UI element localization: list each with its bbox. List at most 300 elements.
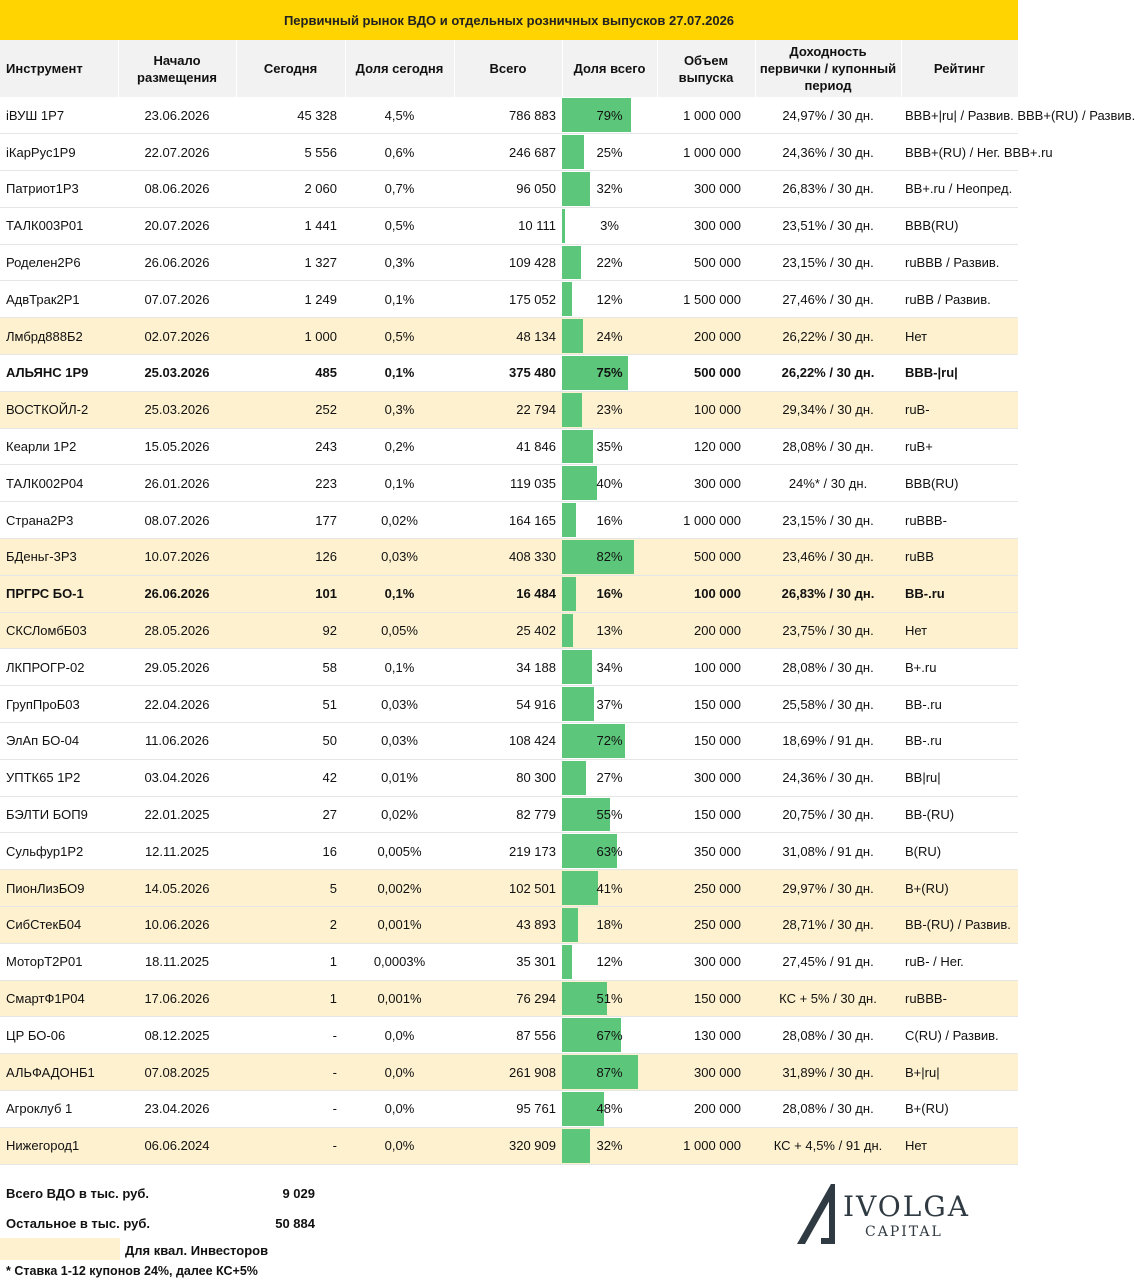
cell-instrument: Страна2Р3	[0, 502, 118, 539]
cell-start-date: 29.05.2026	[118, 649, 236, 686]
cell-total: 102 501	[454, 870, 562, 907]
cell-total: 95 761	[454, 1091, 562, 1128]
cell-share-today: 0,5%	[345, 318, 454, 355]
share-bar	[562, 135, 584, 169]
cell-rating: ruB-	[901, 391, 1018, 428]
cell-total: 261 908	[454, 1054, 562, 1091]
cell-yield: 18,69% / 91 дн.	[755, 723, 901, 760]
col-header-volume: Объем выпуска	[657, 40, 755, 97]
share-percent-label: 55%	[596, 807, 623, 823]
cell-start-date: 08.06.2026	[118, 171, 236, 208]
table-row	[0, 428, 1018, 465]
cell-today: 45 328	[236, 97, 345, 134]
cell-rating: B+(RU)	[901, 1091, 1018, 1128]
cell-today: 5	[236, 870, 345, 907]
cell-total: 164 165	[454, 502, 562, 539]
table-row	[0, 686, 1018, 723]
share-percent-label: 32%	[596, 1138, 623, 1154]
cell-volume: 100 000	[657, 575, 755, 612]
cell-yield: 24,36% / 30 дн.	[755, 759, 901, 796]
cell-rating: BB-(RU) / Развив.	[901, 907, 1018, 944]
cell-rating: BBB+|ru| / Развив. BBB+(RU) / Развив.	[901, 97, 1018, 134]
cell-share-total	[562, 575, 657, 612]
cell-share-today: 4,5%	[345, 97, 454, 134]
cell-share-today: 0,02%	[345, 502, 454, 539]
cell-total: 96 050	[454, 171, 562, 208]
cell-rating: B+|ru|	[901, 1054, 1018, 1091]
share-percent-label: 79%	[596, 107, 623, 123]
cell-instrument: Агроклуб 1	[0, 1091, 118, 1128]
cell-today: -	[236, 1127, 345, 1164]
cell-total: 41 846	[454, 428, 562, 465]
cell-volume: 150 000	[657, 686, 755, 723]
cell-share-today: 0,0003%	[345, 943, 454, 980]
cell-share-total	[562, 907, 657, 944]
cell-yield: 24%* / 30 дн.	[755, 465, 901, 502]
cell-start-date: 10.07.2026	[118, 539, 236, 576]
cell-instrument: ТАЛК002Р04	[0, 465, 118, 502]
cell-instrument: iВУШ 1Р7	[0, 97, 118, 134]
share-bar	[562, 172, 590, 206]
cell-instrument: БДеньг-3Р3	[0, 539, 118, 576]
cell-share-total	[562, 97, 657, 134]
cell-instrument: ПРГРС БО-1	[0, 575, 118, 612]
table-row	[0, 244, 1018, 281]
cell-share-today: 0,0%	[345, 1127, 454, 1164]
share-percent-label: 3%	[600, 218, 619, 234]
cell-instrument: Сульфур1Р2	[0, 833, 118, 870]
logo-mark-icon	[795, 1182, 841, 1248]
table-row	[0, 1091, 1018, 1128]
col-header-share-total: Доля всего	[562, 40, 657, 97]
cell-rating: BB-.ru	[901, 723, 1018, 760]
cell-today: 51	[236, 686, 345, 723]
cell-rating: BBB(RU)	[901, 207, 1018, 244]
col-header-instrument: Инструмент	[0, 40, 118, 97]
cell-instrument: МоторТ2Р01	[0, 943, 118, 980]
share-bar	[562, 1129, 590, 1163]
cell-share-total	[562, 502, 657, 539]
cell-total: 16 484	[454, 575, 562, 612]
share-percent-label: 23%	[596, 402, 623, 418]
cell-share-total	[562, 759, 657, 796]
cell-start-date: 22.01.2025	[118, 796, 236, 833]
cell-instrument: АЛЬЯНС 1Р9	[0, 355, 118, 392]
col-header-rating: Рейтинг	[901, 40, 1018, 97]
cell-volume: 150 000	[657, 796, 755, 833]
cell-start-date: 06.06.2024	[118, 1127, 236, 1164]
cell-yield: 28,08% / 30 дн.	[755, 1091, 901, 1128]
logo-wordmark: IVOLGA	[843, 1190, 970, 1223]
cell-start-date: 11.06.2026	[118, 723, 236, 760]
table-row	[0, 465, 1018, 502]
cell-start-date: 17.06.2026	[118, 980, 236, 1017]
cell-today: 42	[236, 759, 345, 796]
ivolga-logo	[795, 1182, 975, 1248]
cell-instrument: БЭЛТИ БОП9	[0, 796, 118, 833]
cell-today: 1 249	[236, 281, 345, 318]
cell-total: 48 134	[454, 318, 562, 355]
cell-share-total	[562, 1091, 657, 1128]
cell-share-today: 0,001%	[345, 980, 454, 1017]
cell-today: 101	[236, 575, 345, 612]
cell-instrument: АдвТрак2Р1	[0, 281, 118, 318]
page-title: Первичный рынок ВДО и отдельных розничных выпусков 27.07.2026	[0, 0, 1018, 40]
cell-volume: 150 000	[657, 723, 755, 760]
cell-today: 58	[236, 649, 345, 686]
cell-total: 786 883	[454, 97, 562, 134]
share-bar	[562, 761, 586, 795]
cell-volume: 1 000 000	[657, 97, 755, 134]
cell-start-date: 12.11.2025	[118, 833, 236, 870]
cell-yield: 23,15% / 30 дн.	[755, 502, 901, 539]
cell-share-today: 0,1%	[345, 575, 454, 612]
cell-share-today: 0,05%	[345, 612, 454, 649]
cell-start-date: 23.06.2026	[118, 97, 236, 134]
table-row	[0, 1054, 1018, 1091]
table-row	[0, 502, 1018, 539]
legend-qual-label: Для квал. Инвесторов	[125, 1243, 269, 1258]
cell-total: 25 402	[454, 612, 562, 649]
cell-share-today: 0,001%	[345, 907, 454, 944]
cell-today: 485	[236, 355, 345, 392]
cell-share-total	[562, 355, 657, 392]
cell-rating: Нет	[901, 1127, 1018, 1164]
cell-rating: ruBB	[901, 539, 1018, 576]
cell-share-total	[562, 391, 657, 428]
cell-share-total	[562, 1054, 657, 1091]
cell-volume: 250 000	[657, 870, 755, 907]
cell-yield: 23,15% / 30 дн.	[755, 244, 901, 281]
cell-volume: 350 000	[657, 833, 755, 870]
cell-share-today: 0,3%	[345, 391, 454, 428]
cell-today: 5 556	[236, 134, 345, 171]
table-row	[0, 723, 1018, 760]
cell-start-date: 26.06.2026	[118, 244, 236, 281]
cell-total: 35 301	[454, 943, 562, 980]
cell-today: 1 327	[236, 244, 345, 281]
cell-instrument: iКарРус1Р9	[0, 134, 118, 171]
cell-share-today: 0,03%	[345, 723, 454, 760]
cell-start-date: 10.06.2026	[118, 907, 236, 944]
share-percent-label: 63%	[596, 843, 623, 859]
cell-rating: BB|ru|	[901, 759, 1018, 796]
col-header-share-today: Доля сегодня	[345, 40, 454, 97]
cell-share-total	[562, 207, 657, 244]
cell-total: 119 035	[454, 465, 562, 502]
cell-total: 246 687	[454, 134, 562, 171]
cell-yield: 26,83% / 30 дн.	[755, 575, 901, 612]
share-percent-label: 12%	[596, 291, 623, 307]
cell-today: -	[236, 1054, 345, 1091]
cell-share-today: 0,0%	[345, 1091, 454, 1128]
cell-share-today: 0,01%	[345, 759, 454, 796]
logo-subtitle: CAPITAL	[865, 1224, 943, 1240]
cell-total: 375 480	[454, 355, 562, 392]
cell-start-date: 08.12.2025	[118, 1017, 236, 1054]
cell-share-today: 0,03%	[345, 686, 454, 723]
cell-start-date: 20.07.2026	[118, 207, 236, 244]
share-percent-label: 35%	[596, 439, 623, 455]
cell-volume: 1 000 000	[657, 1127, 755, 1164]
cell-start-date: 08.07.2026	[118, 502, 236, 539]
share-bar	[562, 282, 572, 316]
cell-start-date: 23.04.2026	[118, 1091, 236, 1128]
cell-today: 1	[236, 943, 345, 980]
cell-instrument: Лмбрд888Б2	[0, 318, 118, 355]
cell-total: 80 300	[454, 759, 562, 796]
cell-total: 43 893	[454, 907, 562, 944]
cell-start-date: 26.06.2026	[118, 575, 236, 612]
cell-instrument: ЦР БО-06	[0, 1017, 118, 1054]
summary-other-label: Остальное в тыс. руб.	[6, 1216, 150, 1231]
cell-yield: 24,36% / 30 дн.	[755, 134, 901, 171]
cell-share-total	[562, 318, 657, 355]
summary-other-value: 50 884	[275, 1216, 315, 1231]
share-percent-label: 16%	[596, 586, 623, 602]
table-row	[0, 97, 1018, 134]
cell-share-total	[562, 244, 657, 281]
cell-share-total	[562, 428, 657, 465]
cell-yield: 23,75% / 30 дн.	[755, 612, 901, 649]
legend-swatch-qual	[0, 1238, 120, 1260]
cell-total: 54 916	[454, 686, 562, 723]
cell-yield: 26,22% / 30 дн.	[755, 318, 901, 355]
cell-yield: КС + 4,5% / 91 дн.	[755, 1127, 901, 1164]
cell-total: 219 173	[454, 833, 562, 870]
cell-start-date: 15.05.2026	[118, 428, 236, 465]
share-percent-label: 25%	[596, 144, 623, 160]
share-bar	[562, 209, 565, 243]
cell-instrument: ЛКПРОГР-02	[0, 649, 118, 686]
cell-yield: 26,22% / 30 дн.	[755, 355, 901, 392]
cell-yield: 24,97% / 30 дн.	[755, 97, 901, 134]
cell-volume: 500 000	[657, 355, 755, 392]
cell-today: 16	[236, 833, 345, 870]
table-row	[0, 281, 1018, 318]
cell-rating: BBB(RU)	[901, 465, 1018, 502]
share-bar	[562, 577, 576, 611]
cell-total: 10 111	[454, 207, 562, 244]
cell-yield: 28,08% / 30 дн.	[755, 649, 901, 686]
cell-instrument: СКСЛомбБ03	[0, 612, 118, 649]
cell-share-today: 0,03%	[345, 539, 454, 576]
cell-share-today: 0,0%	[345, 1017, 454, 1054]
cell-start-date: 07.07.2026	[118, 281, 236, 318]
footnote: * Ставка 1-12 купонов 24%, далее КС+5%	[6, 1264, 258, 1278]
cell-start-date: 03.04.2026	[118, 759, 236, 796]
cell-start-date: 25.03.2026	[118, 391, 236, 428]
share-bar	[562, 430, 593, 464]
share-percent-label: 48%	[596, 1101, 623, 1117]
cell-share-today: 0,1%	[345, 281, 454, 318]
cell-total: 34 188	[454, 649, 562, 686]
cell-share-total	[562, 612, 657, 649]
share-percent-label: 34%	[596, 659, 623, 675]
table-row	[0, 207, 1018, 244]
cell-start-date: 25.03.2026	[118, 355, 236, 392]
cell-rating: BB-.ru	[901, 686, 1018, 723]
cell-volume: 300 000	[657, 759, 755, 796]
cell-start-date: 02.07.2026	[118, 318, 236, 355]
cell-share-total	[562, 281, 657, 318]
table-row	[0, 1127, 1018, 1164]
table-row	[0, 171, 1018, 208]
share-percent-label: 27%	[596, 770, 623, 786]
cell-today: 252	[236, 391, 345, 428]
cell-volume: 150 000	[657, 980, 755, 1017]
cell-instrument: ВОСТКОЙЛ-2	[0, 391, 118, 428]
table-row	[0, 318, 1018, 355]
cell-today: -	[236, 1091, 345, 1128]
share-bar	[562, 614, 573, 648]
cell-yield: 29,34% / 30 дн.	[755, 391, 901, 428]
cell-today: -	[236, 1017, 345, 1054]
share-percent-label: 87%	[596, 1064, 623, 1080]
cell-rating: ruBB / Развив.	[901, 281, 1018, 318]
share-bar	[562, 466, 597, 500]
cell-volume: 300 000	[657, 171, 755, 208]
share-percent-label: 40%	[596, 475, 623, 491]
cell-rating: ruBBB / Развив.	[901, 244, 1018, 281]
share-bar	[562, 908, 578, 942]
cell-instrument: АЛЬФАДОНБ1	[0, 1054, 118, 1091]
cell-total: 22 794	[454, 391, 562, 428]
cell-share-total	[562, 1127, 657, 1164]
cell-rating: BBB-|ru|	[901, 355, 1018, 392]
cell-share-total	[562, 649, 657, 686]
table-row	[0, 575, 1018, 612]
cell-yield: 28,08% / 30 дн.	[755, 428, 901, 465]
cell-volume: 500 000	[657, 539, 755, 576]
col-header-start: Начало размещения	[118, 40, 236, 97]
cell-rating: ruBBB-	[901, 502, 1018, 539]
cell-volume: 300 000	[657, 1054, 755, 1091]
cell-volume: 200 000	[657, 1091, 755, 1128]
cell-share-total	[562, 1017, 657, 1054]
cell-instrument: ГрупПроБ03	[0, 686, 118, 723]
cell-yield: 20,75% / 30 дн.	[755, 796, 901, 833]
cell-share-total	[562, 539, 657, 576]
table-row	[0, 391, 1018, 428]
cell-share-total	[562, 171, 657, 208]
table-row	[0, 833, 1018, 870]
share-bar	[562, 246, 581, 280]
cell-yield: 27,45% / 91 дн.	[755, 943, 901, 980]
cell-instrument: ТАЛК003Р01	[0, 207, 118, 244]
table-row	[0, 355, 1018, 392]
cell-total: 109 428	[454, 244, 562, 281]
cell-total: 320 909	[454, 1127, 562, 1164]
cell-today: 92	[236, 612, 345, 649]
cell-rating: B+.ru	[901, 649, 1018, 686]
share-percent-label: 32%	[596, 181, 623, 197]
cell-share-total	[562, 134, 657, 171]
cell-yield: 29,97% / 30 дн.	[755, 870, 901, 907]
cell-share-total	[562, 980, 657, 1017]
cell-rating: BB-.ru	[901, 575, 1018, 612]
cell-share-total	[562, 686, 657, 723]
summary-vdo-value: 9 029	[282, 1186, 315, 1201]
cell-yield: 28,71% / 30 дн.	[755, 907, 901, 944]
cell-today: 50	[236, 723, 345, 760]
cell-share-total	[562, 723, 657, 760]
share-percent-label: 37%	[596, 696, 623, 712]
cell-volume: 300 000	[657, 207, 755, 244]
cell-today: 126	[236, 539, 345, 576]
cell-start-date: 22.07.2026	[118, 134, 236, 171]
cell-total: 76 294	[454, 980, 562, 1017]
table-row	[0, 980, 1018, 1017]
cell-share-today: 0,2%	[345, 428, 454, 465]
cell-yield: 31,89% / 30 дн.	[755, 1054, 901, 1091]
col-header-today: Сегодня	[236, 40, 345, 97]
share-percent-label: 75%	[596, 365, 623, 381]
share-bar	[562, 871, 598, 905]
cell-yield: 23,51% / 30 дн.	[755, 207, 901, 244]
cell-instrument: ЭлАп БО-04	[0, 723, 118, 760]
issues-table	[0, 40, 1135, 1165]
cell-volume: 120 000	[657, 428, 755, 465]
cell-share-today: 0,1%	[345, 465, 454, 502]
cell-instrument: ПионЛизБО9	[0, 870, 118, 907]
cell-instrument: Патриот1Р3	[0, 171, 118, 208]
cell-volume: 1 500 000	[657, 281, 755, 318]
cell-rating: C(RU) / Развив.	[901, 1017, 1018, 1054]
cell-instrument: УПТК65 1Р2	[0, 759, 118, 796]
share-percent-label: 24%	[596, 328, 623, 344]
cell-volume: 200 000	[657, 318, 755, 355]
cell-volume: 100 000	[657, 391, 755, 428]
cell-start-date: 18.11.2025	[118, 943, 236, 980]
share-percent-label: 22%	[596, 255, 623, 271]
cell-share-total	[562, 796, 657, 833]
share-bar	[562, 503, 576, 537]
cell-yield: 31,08% / 91 дн.	[755, 833, 901, 870]
cell-start-date: 07.08.2025	[118, 1054, 236, 1091]
cell-today: 2 060	[236, 171, 345, 208]
share-bar	[562, 650, 592, 684]
cell-start-date: 14.05.2026	[118, 870, 236, 907]
share-bar	[562, 945, 572, 979]
cell-yield: 28,08% / 30 дн.	[755, 1017, 901, 1054]
cell-share-total	[562, 833, 657, 870]
share-percent-label: 51%	[596, 991, 623, 1007]
table-row	[0, 907, 1018, 944]
share-percent-label: 41%	[596, 880, 623, 896]
share-percent-label: 12%	[596, 954, 623, 970]
cell-share-today: 0,1%	[345, 355, 454, 392]
cell-total: 108 424	[454, 723, 562, 760]
cell-share-today: 0,6%	[345, 134, 454, 171]
cell-rating: B+(RU)	[901, 870, 1018, 907]
summary-vdo-label: Всего ВДО в тыс. руб.	[6, 1186, 150, 1201]
share-bar	[562, 393, 582, 427]
share-percent-label: 16%	[596, 512, 623, 528]
table-row	[0, 943, 1018, 980]
cell-volume: 300 000	[657, 465, 755, 502]
share-bar	[562, 687, 594, 721]
cell-today: 27	[236, 796, 345, 833]
cell-instrument: Нижегород1	[0, 1127, 118, 1164]
cell-share-today: 0,002%	[345, 870, 454, 907]
cell-share-today: 0,0%	[345, 1054, 454, 1091]
cell-share-total	[562, 870, 657, 907]
table-row	[0, 612, 1018, 649]
cell-share-today: 0,02%	[345, 796, 454, 833]
share-percent-label: 18%	[596, 917, 623, 933]
share-percent-label: 82%	[596, 549, 623, 565]
